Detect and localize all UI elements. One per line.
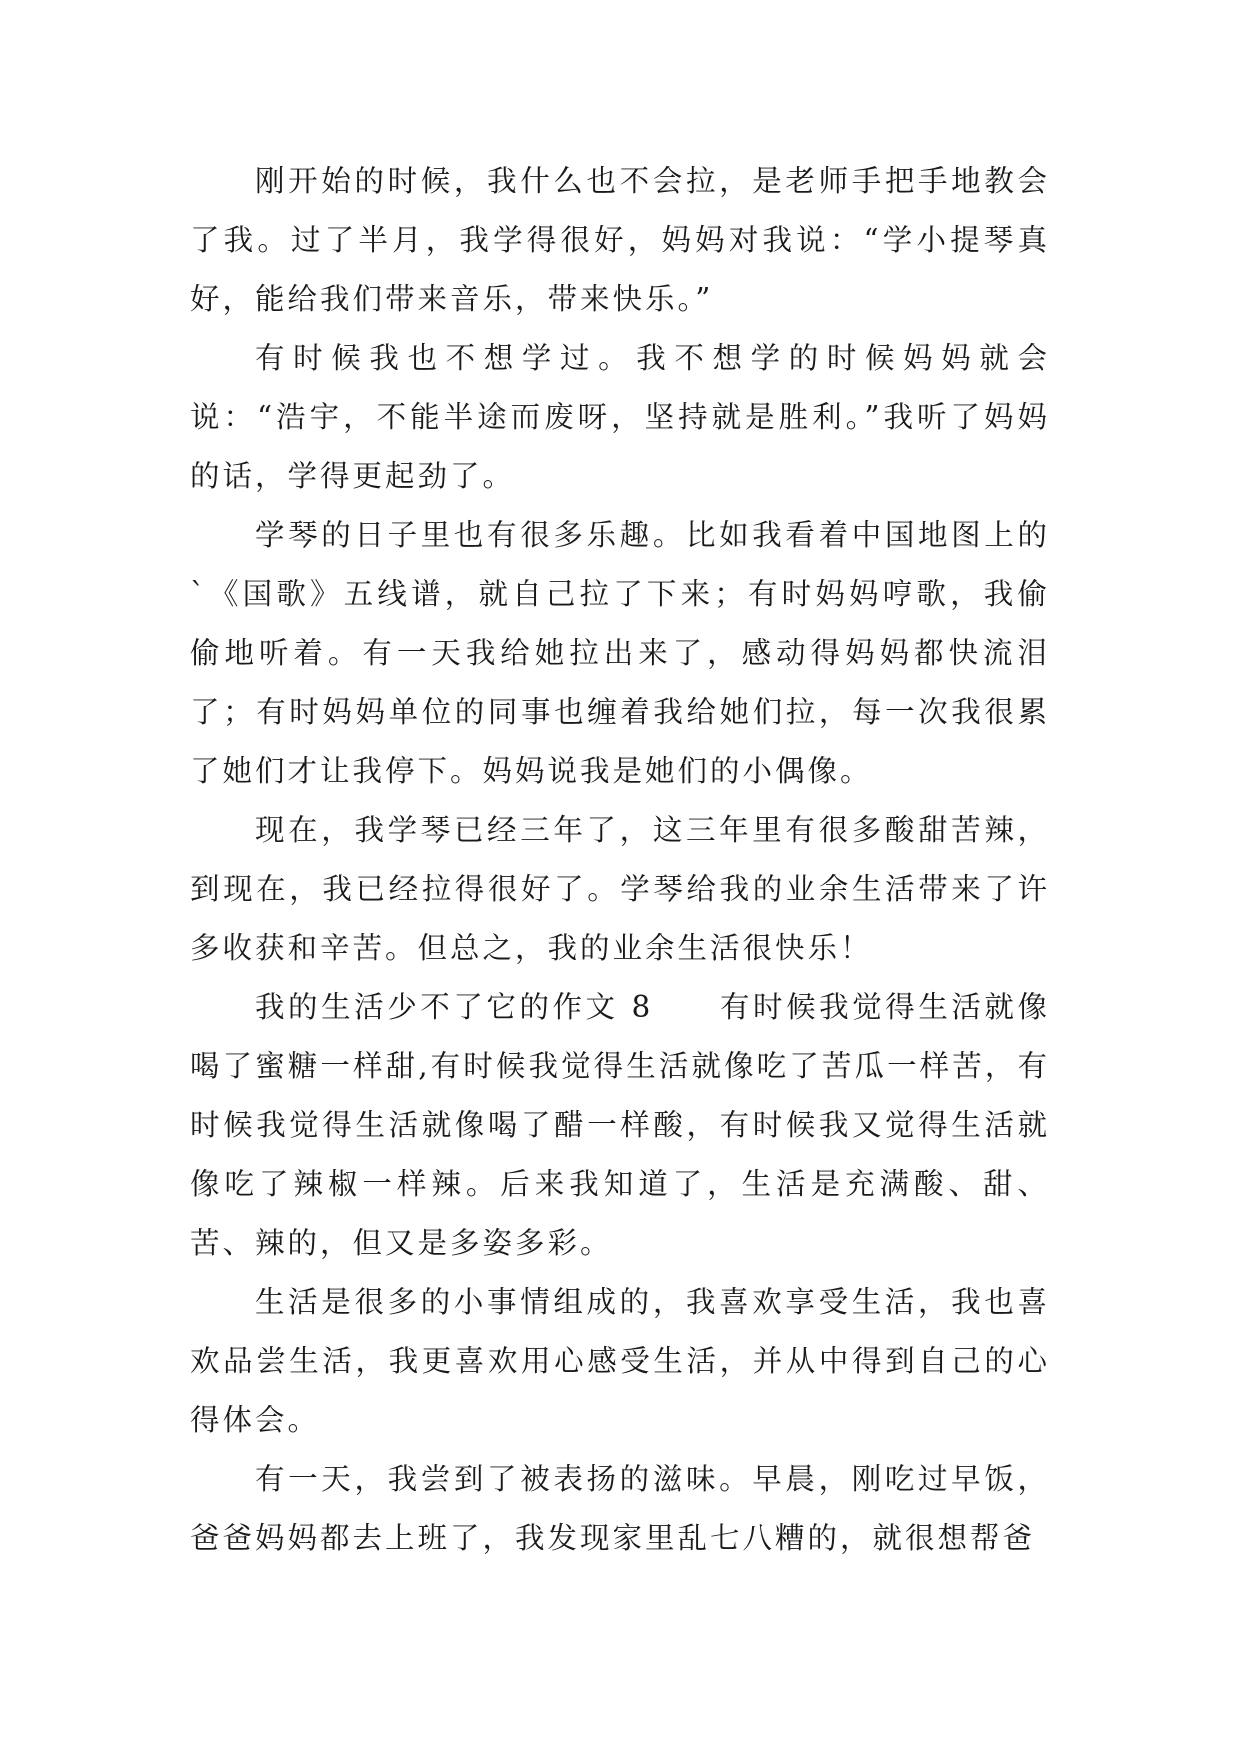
paragraph-2: 有时候我也不想学过。我不想学的时候妈妈就会说：“浩宇，不能半途而废呀，坚持就是胜利。”我听了妈妈的话，学得更起劲了。 <box>190 341 1050 493</box>
paragraph-5: 我的生活少不了它的作文 8 有时候我觉得生活就像喝了蜜糖一样甜,有时候我觉得生活就像吃了苦瓜一样苦，有时候我觉得生活就像喝了醋一样酸，有时候我又觉得生活就像吃了辣椒一样辣。后来我知道了，生活是充满酸、甜、苦、辣的，但又是多姿多彩。 <box>190 990 1050 1260</box>
paragraph-4: 现在，我学琴已经三年了，这三年里有很多酸甜苦辣，到现在，我已经拉得很好了。学琴给我的业余生活带来了许多收获和辛苦。但总之，我的业余生活很快乐！ <box>190 813 1050 965</box>
paragraph-1: 刚开始的时候，我什么也不会拉，是老师手把手地教会了我。过了半月，我学得很好，妈妈对我说：“学小提琴真好，能给我们带来音乐，带来快乐。” <box>190 164 1050 316</box>
paragraph-6: 生活是很多的小事情组成的，我喜欢享受生活，我也喜欢品尝生活，我更喜欢用心感受生活，并从中得到自己的心得体会。 <box>190 1285 1050 1437</box>
document-body <box>190 152 1050 1568</box>
paragraph-3: 学琴的日子里也有很多乐趣。比如我看着中国地图上的`《国歌》五线谱，就自己拉了下来；有时妈妈哼歌，我偷偷地听着。有一天我给她拉出来了，感动得妈妈都快流泪了；有时妈妈单位的同事也缠着我给她们拉，每一次我很累了她们才让我停下。妈妈说我是她们的小偶像。 <box>190 518 1050 788</box>
paragraph-7: 有一天，我尝到了被表扬的滋味。早晨，刚吃过早饭，爸爸妈妈都去上班了，我发现家里乱七八糟的，就很想帮爸 <box>190 1462 1050 1555</box>
